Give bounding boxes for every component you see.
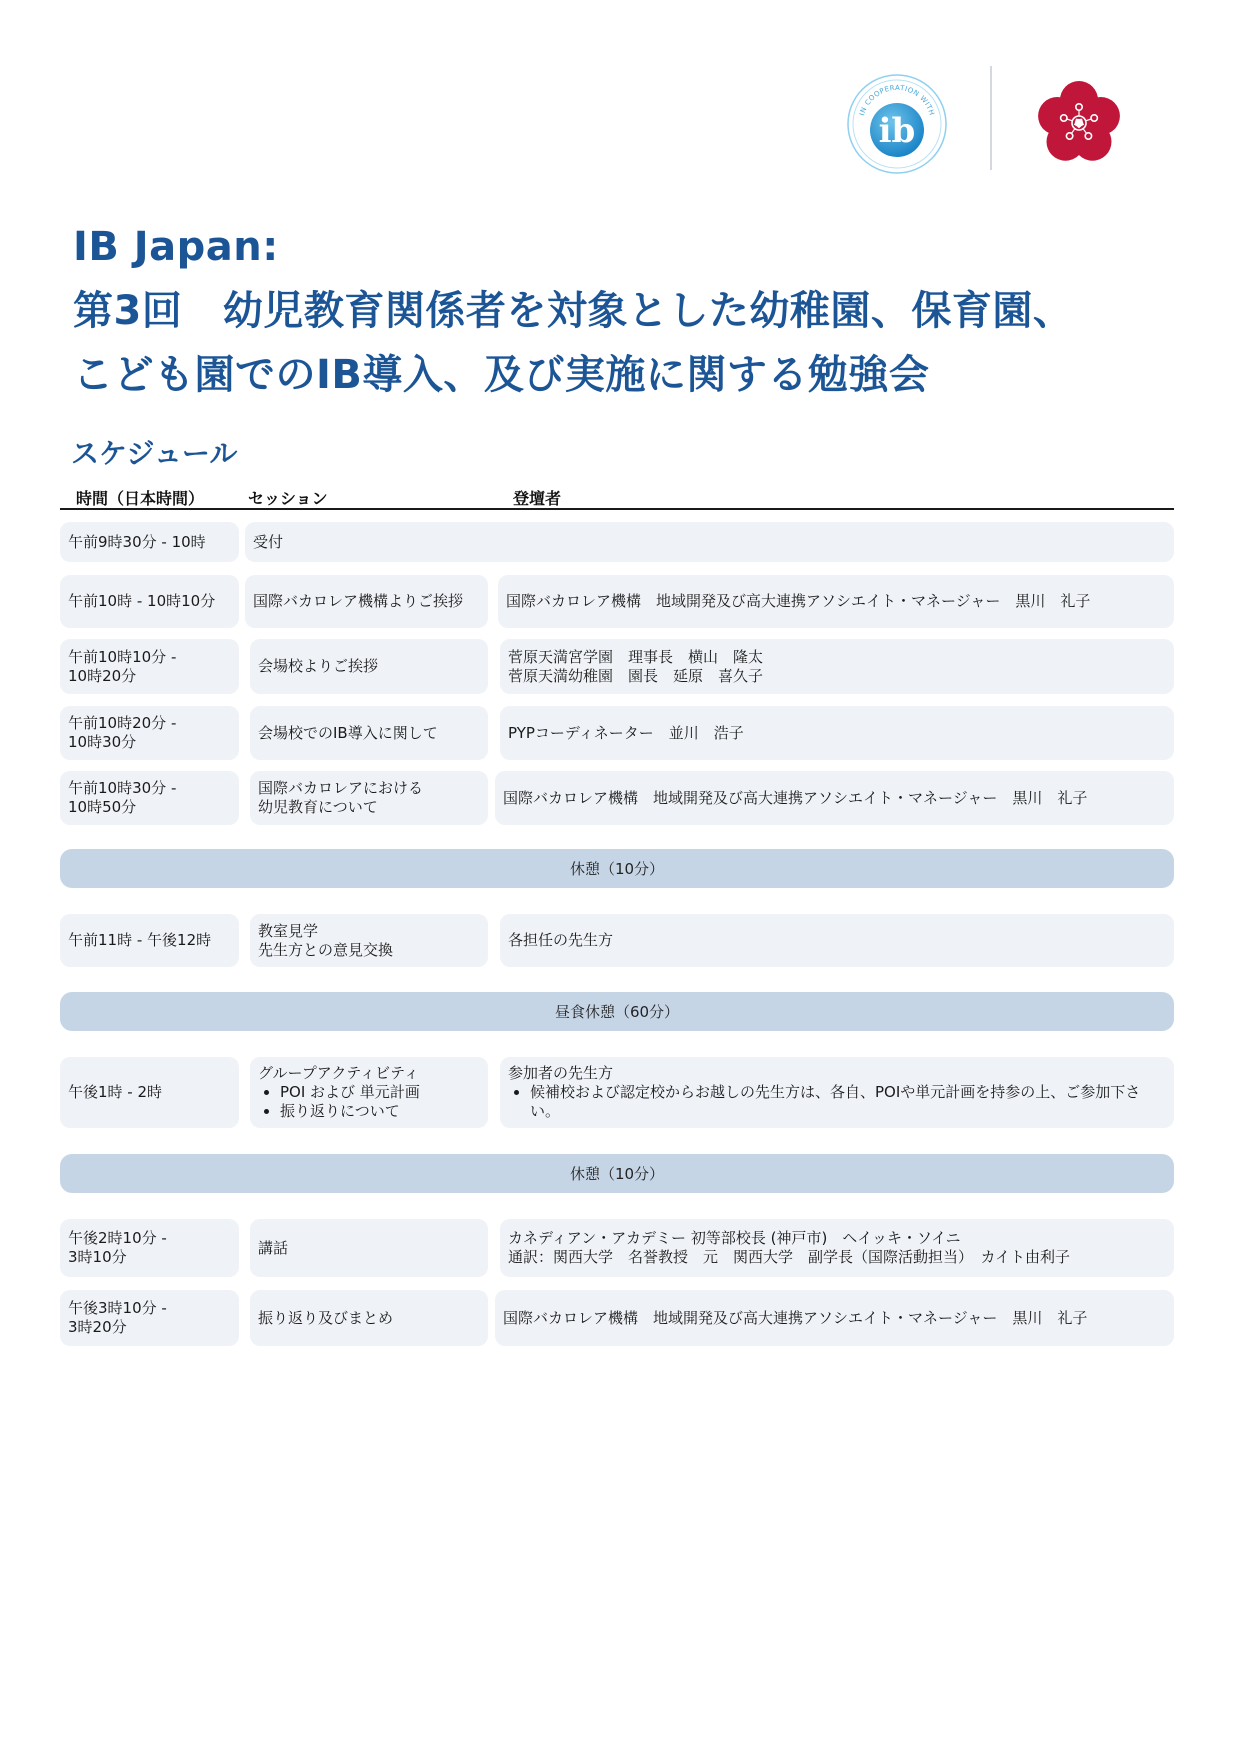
break-bar: 休憩（10分） [60,1154,1174,1193]
table-row-session: 講話 [250,1219,488,1277]
table-row-time: 午前10時 - 10時10分 [60,575,239,628]
table-row-time: 午前10時10分 - 10時20分 [60,639,239,694]
table-row-session: グループアクティビティ • POI および 単元計画 • 振り返りについて [250,1057,488,1128]
table-row-time: 午後3時10分 - 3時20分 [60,1290,239,1346]
plum-blossom-icon [1034,78,1124,168]
title-line-3: こども園でのIB導入、及び実施に関する勉強会 [73,352,930,398]
column-header-speaker: 登壇者 [513,489,562,508]
table-row-time: 午前11時 - 午後12時 [60,914,239,967]
table-row-speaker: 菅原天満宮学園 理事長 横山 隆太 菅原天満幼稚園 園長 延原 喜久子 [500,639,1174,694]
table-row-time: 午後2時10分 - 3時10分 [60,1219,239,1277]
title-line-1: IB Japan: [73,224,279,270]
table-row-session: 会場校でのIB導入に関して [250,706,488,760]
svg-text:IN COOPERATION WITH: IN COOPERATION WITH [858,83,936,117]
header-divider [60,508,1174,510]
table-row-time: 午前10時30分 - 10時50分 [60,771,239,825]
table-row-session: 教室見学 先生方との意見交換 [250,914,488,967]
table-row-session: 国際バカロレアにおける 幼児教育について [250,771,488,825]
column-header-session: セッション [248,489,328,508]
column-header-time: 時間（日本時間） [76,489,205,508]
logo-divider [990,66,992,170]
table-row-speaker: 国際バカロレア機構 地域開発及び高大連携アソシエイト・マネージャー 黒川 礼子 [495,1290,1174,1346]
table-row-speaker: 国際バカロレア機構 地域開発及び高大連携アソシエイト・マネージャー 黒川 礼子 [495,771,1174,825]
table-row-speaker: PYPコーディネーター 並川 浩子 [500,706,1174,760]
table-row-speaker: 国際バカロレア機構 地域開発及び高大連携アソシエイト・マネージャー 黒川 礼子 [498,575,1174,628]
lunch-break-bar: 昼食休憩（60分） [60,992,1174,1031]
table-row-speaker: 各担任の先生方 [500,914,1174,967]
table-row-session: 振り返り及びまとめ [250,1290,488,1346]
session-bullet-list: • POI および 単元計画 • 振り返りについて [258,1083,420,1121]
page-title [73,215,1193,407]
svg-text:ib: ib [878,111,916,151]
speaker-bullet-list: • 候補校および認定校からお越しの先生方は、各自、POIや単元計画を持参の上、ご参加下さい。 [508,1083,1160,1121]
table-row-time: 午後1時 - 2時 [60,1057,239,1128]
title-line-2: 第3回 幼児教育関係者を対象とした幼稚園、保育園、 [73,288,1074,334]
break-bar: 休憩（10分） [60,849,1174,888]
ib-logo [845,72,949,176]
table-row-session: 受付 [245,522,1174,562]
table-row-speaker: カネディアン・アカデミー 初等部校長 (神戸市) ヘイッキ・ソイニ 通訳：関西大学 名誉教授 元 関西大学 副学長（国際活動担当） カイト由利子 [500,1219,1174,1277]
table-row-speaker: 参加者の先生方 • 候補校および認定校からお越しの先生方は、各自、POIや単元計画を持参の上、ご参加下さい。 [500,1057,1174,1128]
table-row-session: 会場校よりご挨拶 [250,639,488,694]
table-row-time: 午前9時30分 - 10時 [60,522,239,562]
schedule-heading: スケジュール [71,437,238,470]
table-row-session: 国際バカロレア機構よりご挨拶 [245,575,488,628]
table-row-time: 午前10時20分 - 10時30分 [60,706,239,760]
header-logos [0,62,1241,182]
